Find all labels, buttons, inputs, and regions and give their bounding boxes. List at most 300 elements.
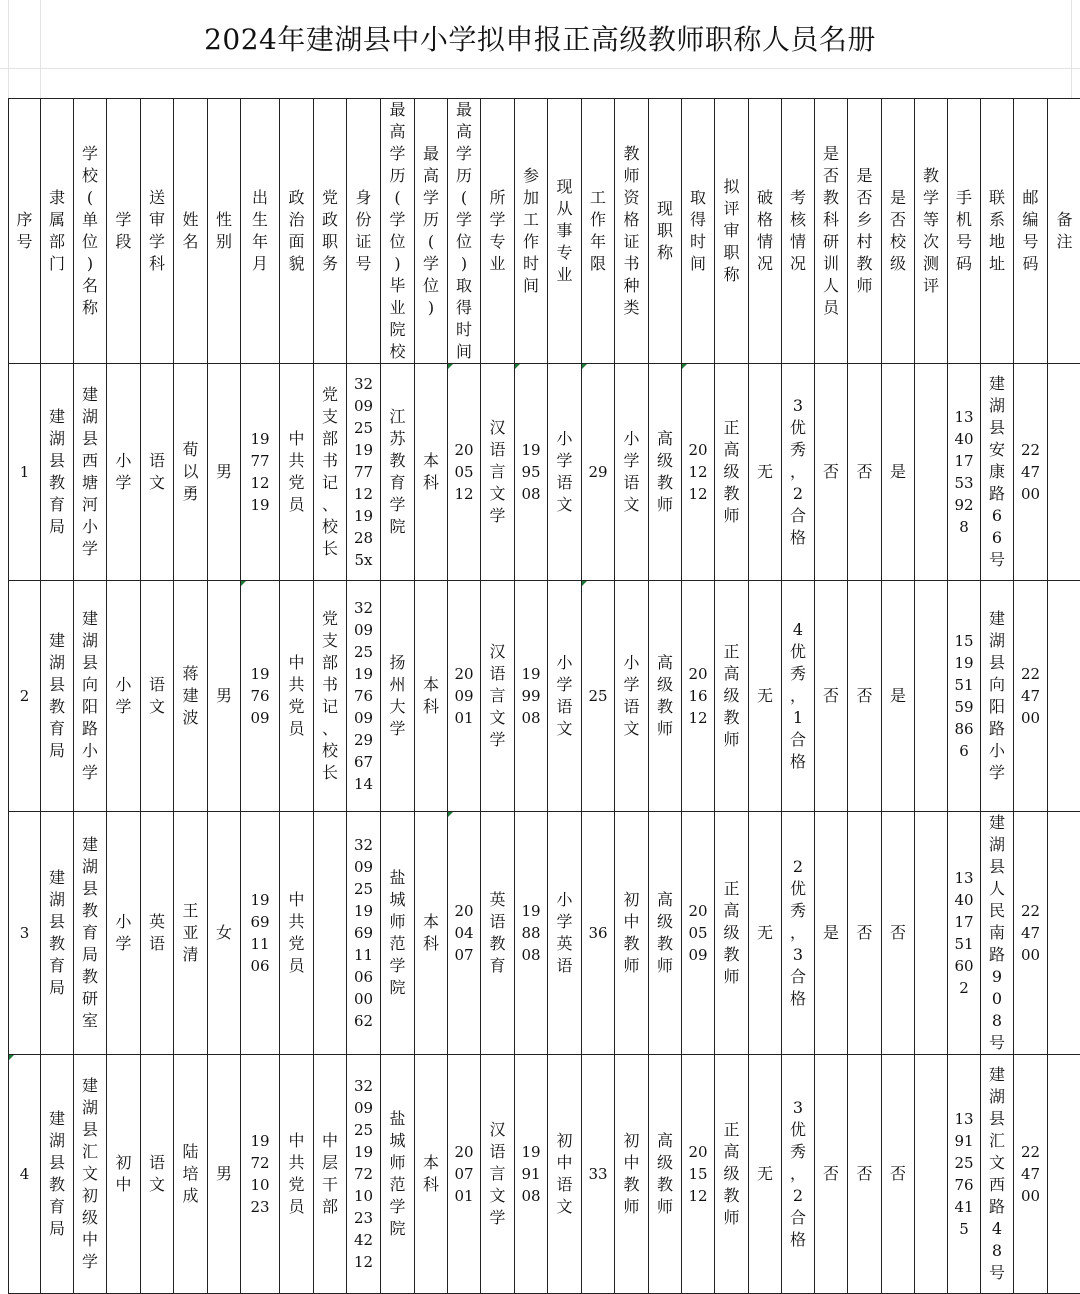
- table-cell: [415, 581, 448, 812]
- column-header: [815, 99, 848, 364]
- cell-value: 196911 06: [249, 889, 271, 977]
- table-cell: [981, 581, 1014, 812]
- table-cell: [241, 1055, 280, 1294]
- cell-value: 男: [215, 1163, 233, 1185]
- cell-value: 2: [9, 685, 40, 707]
- table-cell: [107, 581, 141, 812]
- cell-value: 本科: [422, 450, 440, 494]
- table-cell: [515, 812, 548, 1055]
- cell-value: 25: [582, 685, 614, 707]
- table-cell: [615, 1055, 649, 1294]
- cell-value: 汉语言文学: [489, 417, 507, 527]
- cell-value: 224700: [1020, 900, 1042, 966]
- cell-value: 语文: [148, 674, 166, 718]
- table-cell: [481, 581, 515, 812]
- column-header: [582, 99, 615, 364]
- cell-value: 200512: [453, 439, 475, 505]
- column-header-label: 备注: [1056, 209, 1074, 253]
- cell-value: 否: [822, 685, 840, 707]
- table-row: [9, 581, 1080, 812]
- table-cell: [41, 812, 74, 1055]
- column-header: [41, 99, 74, 364]
- cell-value: 201212: [687, 439, 709, 505]
- cell-value: 本科: [422, 674, 440, 718]
- table-cell: [1014, 581, 1048, 812]
- column-header: [347, 99, 381, 364]
- cell-value: 200901: [453, 663, 475, 729]
- cell-value: 32092519771219285x: [353, 373, 375, 571]
- table-cell: [381, 1055, 415, 1294]
- cell-value: 否: [822, 1163, 840, 1185]
- cell-value: 正高级教师: [723, 641, 741, 751]
- sheet-gridline: [8, 0, 9, 98]
- column-header: [174, 99, 208, 364]
- cell-value: 汉语言文学: [489, 641, 507, 751]
- column-header: [782, 99, 815, 364]
- table-cell: [582, 581, 615, 812]
- table-cell: [948, 581, 981, 812]
- cell-value: 建湖县教育局: [48, 630, 66, 762]
- column-header: [208, 99, 241, 364]
- table-cell: [314, 364, 347, 581]
- table-cell: [280, 364, 314, 581]
- table-cell: [848, 364, 882, 581]
- table-cell: [280, 1055, 314, 1294]
- cell-value: 否: [889, 1163, 907, 1185]
- column-header-label: 是否乡村教师: [856, 165, 874, 297]
- table-cell: [715, 364, 749, 581]
- table-cell: [241, 581, 280, 812]
- table-cell: [107, 812, 141, 1055]
- table-cell: [314, 581, 347, 812]
- table-cell: [915, 581, 948, 812]
- cell-value: 199108: [520, 1141, 542, 1207]
- table-cell: [381, 364, 415, 581]
- cell-value: 建湖县教育局: [48, 867, 66, 999]
- column-header: [715, 99, 749, 364]
- cell-value: 36: [582, 922, 614, 944]
- table-cell: [9, 1055, 41, 1294]
- cell-value: 201512: [687, 1141, 709, 1207]
- column-header: [915, 99, 948, 364]
- cell-value: 中共党员: [288, 889, 306, 977]
- table-row: [9, 364, 1080, 581]
- table-cell: [1048, 581, 1080, 812]
- cell-value: 否: [822, 461, 840, 483]
- cell-value: 197712 19: [249, 428, 271, 516]
- column-header-label: 政治面貌: [288, 187, 306, 275]
- column-header: [381, 99, 415, 364]
- cell-value: 无: [756, 461, 774, 483]
- table-cell: [9, 812, 41, 1055]
- table-cell: [381, 581, 415, 812]
- cell-value: 初中: [115, 1152, 133, 1196]
- cell-value: 英语教育: [489, 889, 507, 977]
- cell-value: 小学: [115, 450, 133, 494]
- cell-value: 盐城师范学院: [389, 867, 407, 999]
- cell-value: 否: [856, 461, 874, 483]
- table-cell: [948, 1055, 981, 1294]
- cell-value: 本科: [422, 1152, 440, 1196]
- cell-value: 320925196911060062: [353, 834, 375, 1032]
- table-cell: [915, 1055, 948, 1294]
- table-cell: [948, 364, 981, 581]
- table-cell: [208, 364, 241, 581]
- table-cell: [815, 812, 848, 1055]
- cell-value: 否: [856, 922, 874, 944]
- column-header-label: 身份证号: [355, 187, 373, 275]
- column-header-label: 破格情况: [756, 187, 774, 275]
- cell-value: 高级教师: [656, 889, 674, 977]
- cell-value: 语文: [148, 1152, 166, 1196]
- column-header: [74, 99, 107, 364]
- table-cell: [41, 581, 74, 812]
- table-body: [9, 364, 1080, 1294]
- table-cell: [9, 364, 41, 581]
- table-cell: [74, 364, 107, 581]
- cell-value: 197210 23: [249, 1130, 271, 1218]
- cell-value: 荀以勇: [182, 439, 200, 505]
- column-header-label: 送审学科: [148, 187, 166, 275]
- table-cell: [981, 812, 1014, 1055]
- column-header-label: 教学等次测评: [922, 165, 940, 297]
- table-cell: [347, 1055, 381, 1294]
- column-header-label: 序号: [16, 209, 34, 253]
- cell-value: 建湖县向阳路小学: [988, 608, 1006, 784]
- cell-value: 3: [9, 922, 40, 944]
- table-cell: [280, 812, 314, 1055]
- cell-value: 小学语文: [623, 652, 641, 740]
- table-cell: [548, 812, 582, 1055]
- cell-value: 29: [582, 461, 614, 483]
- column-header: [948, 99, 981, 364]
- title-area: [0, 0, 1080, 98]
- column-header-label: 是否校级: [889, 187, 907, 275]
- table-cell: [415, 364, 448, 581]
- cell-value: 13401751602: [953, 867, 975, 999]
- header-row: [9, 99, 1080, 364]
- table-cell: [782, 581, 815, 812]
- cell-value: 正高级教师: [723, 878, 741, 988]
- cell-value: 200701: [453, 1141, 475, 1207]
- table-cell: [1014, 1055, 1048, 1294]
- column-header-label: 教师资格证书种类: [623, 143, 641, 319]
- cell-value: 小学语文: [623, 428, 641, 516]
- table-cell: [749, 812, 782, 1055]
- cell-value: 建湖县西塘河小学: [81, 384, 99, 560]
- sheet-gridline: [0, 68, 1080, 69]
- table-cell: [141, 581, 174, 812]
- table-cell: [107, 364, 141, 581]
- table-cell: [141, 364, 174, 581]
- column-header: [649, 99, 682, 364]
- table-cell: [174, 812, 208, 1055]
- cell-value: 小学英语: [556, 889, 574, 977]
- table-cell: [715, 812, 749, 1055]
- table-cell: [41, 1055, 74, 1294]
- table-cell: [682, 581, 715, 812]
- column-header: [848, 99, 882, 364]
- cell-value: 男: [215, 461, 233, 483]
- table-cell: [649, 1055, 682, 1294]
- cell-value: 224700: [1020, 663, 1042, 729]
- table-cell: [882, 364, 915, 581]
- cell-value: 否: [889, 922, 907, 944]
- table-cell: [515, 1055, 548, 1294]
- table-cell: [582, 812, 615, 1055]
- column-header-label: 取得时间: [689, 187, 707, 275]
- cell-value: 正高级教师: [723, 417, 741, 527]
- table-cell: [280, 581, 314, 812]
- cell-value: 4: [9, 1163, 40, 1185]
- table-cell: [208, 581, 241, 812]
- column-header: [615, 99, 649, 364]
- cell-value: 无: [756, 1163, 774, 1185]
- column-header: [749, 99, 782, 364]
- cell-value: 224700: [1020, 439, 1042, 505]
- column-header-label: 隶属部门: [48, 187, 66, 275]
- cell-value: 224700: [1020, 1141, 1042, 1207]
- cell-value: 无: [756, 685, 774, 707]
- table-cell: [41, 364, 74, 581]
- table-cell: [715, 1055, 749, 1294]
- cell-value: 199908: [520, 663, 542, 729]
- column-header: [415, 99, 448, 364]
- table-cell: [481, 812, 515, 1055]
- table-cell: [314, 812, 347, 1055]
- table-cell: [682, 1055, 715, 1294]
- cell-value: 小学: [115, 911, 133, 955]
- table-cell: [241, 812, 280, 1055]
- column-header: [141, 99, 174, 364]
- column-header-label: 党政职务: [321, 187, 339, 275]
- table-cell: [815, 581, 848, 812]
- cell-value: 3优秀，2合格: [789, 1097, 807, 1251]
- cell-value: 中层干部: [321, 1130, 339, 1218]
- column-header-label: 所学专业: [489, 187, 507, 275]
- table-cell: [749, 1055, 782, 1294]
- column-header-label: 出生年月: [251, 187, 269, 275]
- cell-value: 33: [582, 1163, 614, 1185]
- table-cell: [74, 812, 107, 1055]
- column-header-label: 是否教科研训人员: [822, 143, 840, 319]
- cell-value: 小学语文: [556, 652, 574, 740]
- column-header-label: 考核情况: [789, 187, 807, 275]
- cell-value: 3优秀，2合格: [789, 395, 807, 549]
- cell-value: 建湖县教育局: [48, 406, 66, 538]
- table-cell: [314, 1055, 347, 1294]
- roster-table: [8, 98, 1080, 1294]
- table-cell: [448, 812, 481, 1055]
- column-header-label: 性别: [215, 209, 233, 253]
- table-cell: [915, 364, 948, 581]
- table-cell: [448, 581, 481, 812]
- table-cell: [481, 1055, 515, 1294]
- cell-value: 否: [856, 1163, 874, 1185]
- table-cell: [682, 364, 715, 581]
- column-header: [981, 99, 1014, 364]
- cell-value: 200407: [453, 900, 475, 966]
- table-cell: [141, 812, 174, 1055]
- column-header-label: 现从事专业: [556, 176, 574, 286]
- table-cell: [548, 581, 582, 812]
- table-cell: [948, 812, 981, 1055]
- column-header: [9, 99, 41, 364]
- table-cell: [74, 1055, 107, 1294]
- column-header-label: 邮编号码: [1022, 187, 1040, 275]
- cell-value: 197609: [249, 663, 271, 729]
- cell-value: 13912576415: [953, 1108, 975, 1240]
- cell-value: 小学语文: [556, 428, 574, 516]
- column-header-label: 最高学历(学位)取得时间: [455, 99, 473, 363]
- cell-value: 江苏教育学院: [389, 406, 407, 538]
- table-cell: [981, 364, 1014, 581]
- table-cell: [882, 581, 915, 812]
- table-cell: [174, 1055, 208, 1294]
- cell-value: 高级教师: [656, 652, 674, 740]
- cell-value: 中共党员: [288, 1130, 306, 1218]
- cell-value: 党支部书记、校长: [321, 608, 339, 784]
- column-header: [682, 99, 715, 364]
- column-header-label: 最高学历(学位)毕业院校: [389, 99, 407, 363]
- cell-value: 无: [756, 922, 774, 944]
- table-cell: [208, 1055, 241, 1294]
- cell-value: 1: [9, 461, 40, 483]
- table-cell: [74, 581, 107, 812]
- table-cell: [1048, 1055, 1080, 1294]
- table-cell: [615, 581, 649, 812]
- cell-value: 建湖县向阳路小学: [81, 608, 99, 784]
- table-cell: [548, 1055, 582, 1294]
- column-header-label: 学校(单位)名称: [81, 143, 99, 319]
- table-cell: [815, 1055, 848, 1294]
- table-cell: [848, 581, 882, 812]
- cell-value: 建湖县汇文西路48号: [988, 1064, 1006, 1284]
- cell-value: 扬州大学: [389, 652, 407, 740]
- table-cell: [615, 812, 649, 1055]
- table-row: [9, 1055, 1080, 1294]
- cell-value: 正高级教师: [723, 1119, 741, 1229]
- table-cell: [174, 364, 208, 581]
- cell-value: 320925197210234212: [353, 1075, 375, 1273]
- cell-value: 否: [856, 685, 874, 707]
- column-header: [448, 99, 481, 364]
- table-cell: [915, 812, 948, 1055]
- column-header: [481, 99, 515, 364]
- column-header-label: 工作年限: [589, 187, 607, 275]
- table-cell: [649, 364, 682, 581]
- table-cell: [448, 364, 481, 581]
- cell-value: 汉语言文学: [489, 1119, 507, 1229]
- table-cell: [448, 1055, 481, 1294]
- table-cell: [1014, 812, 1048, 1055]
- cell-value: 英语: [148, 911, 166, 955]
- cell-value: 是: [889, 685, 907, 707]
- cell-value: 高级教师: [656, 1130, 674, 1218]
- page-title: 2024年建湖县中小学拟申报正高级教师职称人员名册: [40, 14, 1040, 66]
- table-cell: [1048, 812, 1080, 1055]
- column-header-label: 姓名: [182, 209, 200, 253]
- cell-value: 201612: [687, 663, 709, 729]
- cell-value: 建湖县汇文初级中学: [81, 1075, 99, 1273]
- cell-value: 建湖县教育局: [48, 1108, 66, 1240]
- cell-value: 语文: [148, 450, 166, 494]
- cell-value: 建湖县教育局教研室: [81, 834, 99, 1032]
- cell-value: 初中教师: [623, 889, 641, 977]
- table-cell: [107, 1055, 141, 1294]
- cell-value: 初中教师: [623, 1130, 641, 1218]
- table-cell: [749, 364, 782, 581]
- column-header-label: 手机号码: [955, 187, 973, 275]
- table-cell: [649, 581, 682, 812]
- cell-value: 初中语文: [556, 1130, 574, 1218]
- table-cell: [682, 812, 715, 1055]
- cell-value: 党支部书记、校长: [321, 384, 339, 560]
- table-cell: [174, 581, 208, 812]
- table-cell: [1048, 364, 1080, 581]
- cell-value: 盐城师范学院: [389, 1108, 407, 1240]
- column-header: [548, 99, 582, 364]
- table-cell: [749, 581, 782, 812]
- table-cell: [782, 1055, 815, 1294]
- cell-value: 女: [215, 922, 233, 944]
- column-header-label: 参加工作时间: [522, 165, 540, 297]
- table-cell: [347, 364, 381, 581]
- table-cell: [815, 364, 848, 581]
- table-cell: [241, 364, 280, 581]
- cell-value: 4优秀，1合格: [789, 619, 807, 773]
- cell-value: 中共党员: [288, 428, 306, 516]
- table-cell: [582, 1055, 615, 1294]
- table-cell: [415, 1055, 448, 1294]
- column-header: [1014, 99, 1048, 364]
- table-cell: [782, 364, 815, 581]
- table-cell: [347, 581, 381, 812]
- column-header-label: 现职称: [656, 198, 674, 264]
- table-cell: [848, 1055, 882, 1294]
- table-cell: [481, 364, 515, 581]
- cell-value: 2优秀，3合格: [789, 856, 807, 1010]
- table-cell: [208, 812, 241, 1055]
- cell-value: 本科: [422, 911, 440, 955]
- cell-value: 王亚清: [182, 900, 200, 966]
- cell-value: 蒋建波: [182, 663, 200, 729]
- table-cell: [981, 1055, 1014, 1294]
- table-cell: [882, 1055, 915, 1294]
- cell-value: 198808: [520, 900, 542, 966]
- table-cell: [381, 812, 415, 1055]
- table-cell: [782, 812, 815, 1055]
- table-cell: [515, 364, 548, 581]
- column-header: [882, 99, 915, 364]
- table-cell: [141, 1055, 174, 1294]
- table-cell: [9, 581, 41, 812]
- column-header: [515, 99, 548, 364]
- table-cell: [882, 812, 915, 1055]
- cell-value: 200509: [687, 900, 709, 966]
- table-cell: [715, 581, 749, 812]
- table-cell: [848, 812, 882, 1055]
- cell-value: 13401753928: [953, 406, 975, 538]
- cell-value: 199508: [520, 439, 542, 505]
- cell-value: 陆培成: [182, 1141, 200, 1207]
- column-header-label: 最高学历(学位): [422, 143, 440, 319]
- column-header-label: 拟评审职称: [723, 176, 741, 286]
- column-header-label: 联系地址: [988, 187, 1006, 275]
- cell-value: 男: [215, 685, 233, 707]
- table-cell: [1014, 364, 1048, 581]
- table-cell: [649, 812, 682, 1055]
